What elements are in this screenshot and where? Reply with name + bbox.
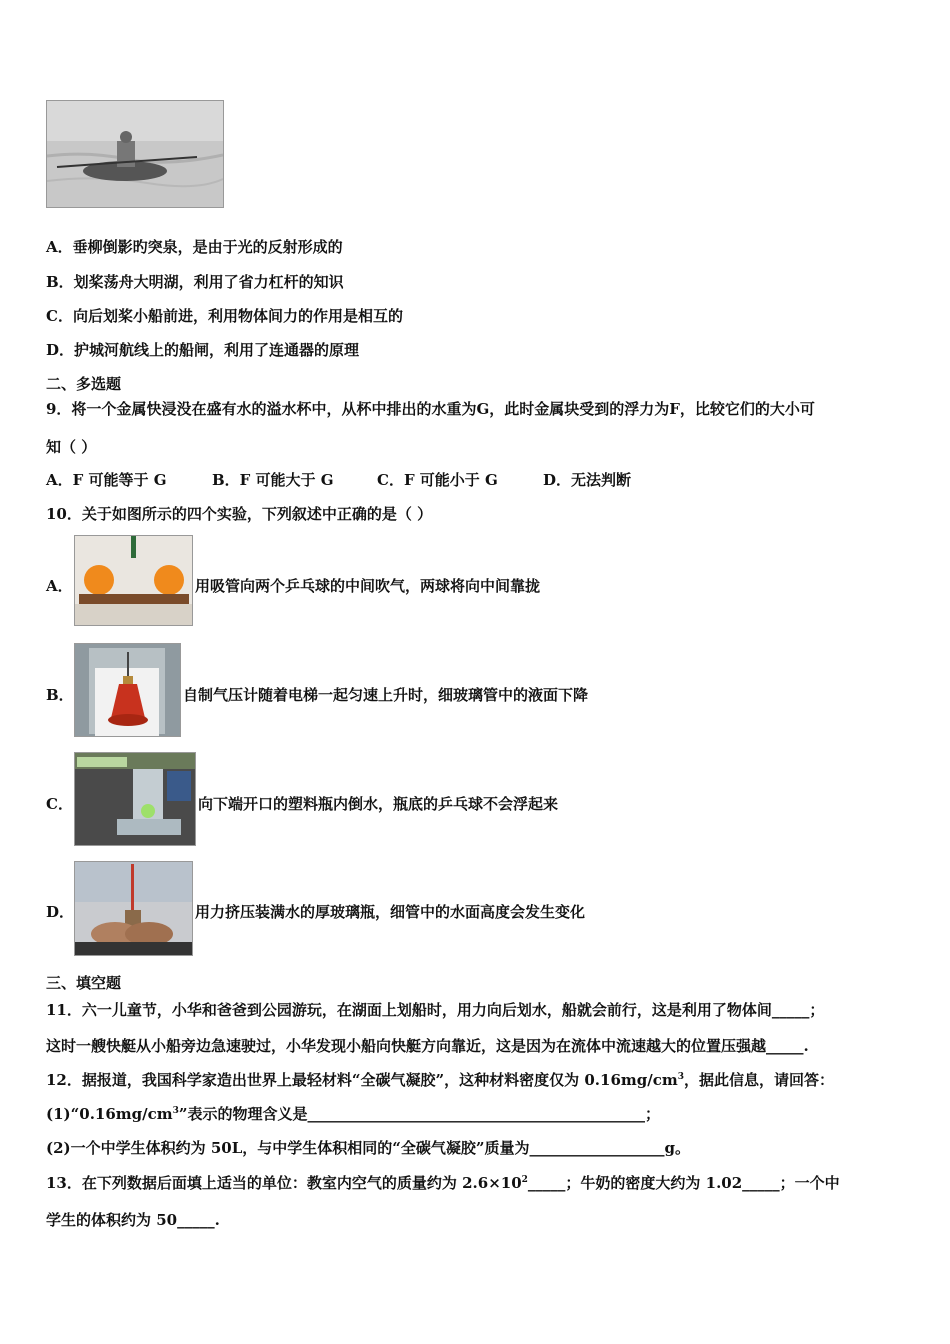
q12-line2-post: ”表示的物理含义是_____________________________________________； — [178, 1105, 661, 1123]
q10-option-d-text: 用力挤压装满水的厚玻璃瓶，细管中的水面高度会发生变化 — [195, 903, 586, 921]
glass-bottle-squeeze-photo — [74, 861, 193, 956]
q10-option-a-label: A． — [46, 577, 73, 595]
q10-option-c-label: C． — [46, 795, 73, 813]
q9-option-b: B．F 可能大于 G — [212, 471, 334, 489]
q9-option-c: C．F 可能小于 G — [377, 471, 498, 489]
ping-pong-balls-photo — [74, 535, 193, 626]
plastic-bottle-photo — [74, 752, 196, 846]
q12-line3: (2)一个中学生体积约为 50L，与中学生体积相同的“全碳气凝胶”质量为__________________g。 — [46, 1139, 691, 1157]
q9-stem-line1: 9．将一个金属快浸没在盛有水的溢水杯中，从杯中排出的水重为G，此时金属块受到的浮力为F，比较它们的大小可 — [46, 400, 815, 418]
q12-line1 — [46, 1069, 834, 1090]
q10-option-a-text: 用吸管向两个乒乓球的中间吹气，两球将向中间靠拢 — [195, 577, 541, 595]
q13-line1-pre: 13．在下列数据后面填上适当的单位：教室内空气的质量约为 2.6×10 — [46, 1174, 522, 1192]
q12-line1-pre: 12．据报道，我国科学家造出世界上最轻材料“全碳气凝胶”，这种材料密度仅为 0.16mg/cm — [46, 1071, 678, 1089]
q8-option-b: B．划桨荡舟大明湖，利用了省力杠杆的知识 — [46, 273, 344, 291]
q10-option-b-label: B． — [46, 686, 74, 704]
q12-line2-sup: 3 — [172, 1106, 179, 1116]
q13-line1-sup: 2 — [521, 1175, 528, 1185]
q10-stem: 10．关于如图所示的四个实验，下列叙述中正确的是（ ） — [46, 505, 433, 523]
rowing-boat-photo — [46, 100, 224, 208]
q12-line2-pre: (1)“0.16mg/cm — [46, 1105, 173, 1123]
q12-line1-post: ，据此信息，请回答： — [684, 1071, 835, 1089]
q13-line2: 学生的体积约为 50_____. — [46, 1211, 220, 1229]
q12-line1-sup: 3 — [677, 1072, 684, 1082]
q8-option-a: A．垂柳倒影旳突泉，是由于光的反射形成的 — [46, 238, 343, 256]
section-multiple-choice-title: 二、多选题 — [46, 375, 122, 393]
q13-line1 — [46, 1172, 840, 1193]
q12-line2 — [46, 1103, 660, 1124]
q10-option-c-text: 向下端开口的塑料瓶内倒水，瓶底的乒乓球不会浮起来 — [198, 795, 559, 813]
barometer-elevator-photo — [74, 643, 181, 737]
q8-option-d: D．护城河航线上的船闸，利用了连通器的原理 — [46, 341, 360, 359]
section-fill-blank-title: 三、填空题 — [46, 974, 122, 992]
q11-line2: 这时一艘快艇从小船旁边急速驶过，小华发现小船向快艇方向靠近，这是因为在流体中流速越大的位置压强越_____. — [46, 1037, 809, 1055]
q10-option-d-label: D． — [46, 903, 75, 921]
q13-line1-post: _____；牛奶的密度大约为 1.02_____；一个中 — [527, 1174, 840, 1192]
q8-option-c: C．向后划桨小船前进，利用物体间力的作用是相互的 — [46, 307, 403, 325]
q9-option-a: A．F 可能等于 G — [46, 471, 167, 489]
q10-option-b-text: 自制气压计随着电梯一起匀速上升时，细玻璃管中的液面下降 — [183, 686, 589, 704]
q9-option-d: D．无法判断 — [543, 471, 632, 489]
q9-stem-line2: 知（ ） — [46, 438, 97, 456]
q11-line1: 11．六一儿童节，小华和爸爸到公园游玩，在湖面上划船时，用力向后划水，船就会前行，这是利用了物体间_____； — [46, 1001, 825, 1019]
